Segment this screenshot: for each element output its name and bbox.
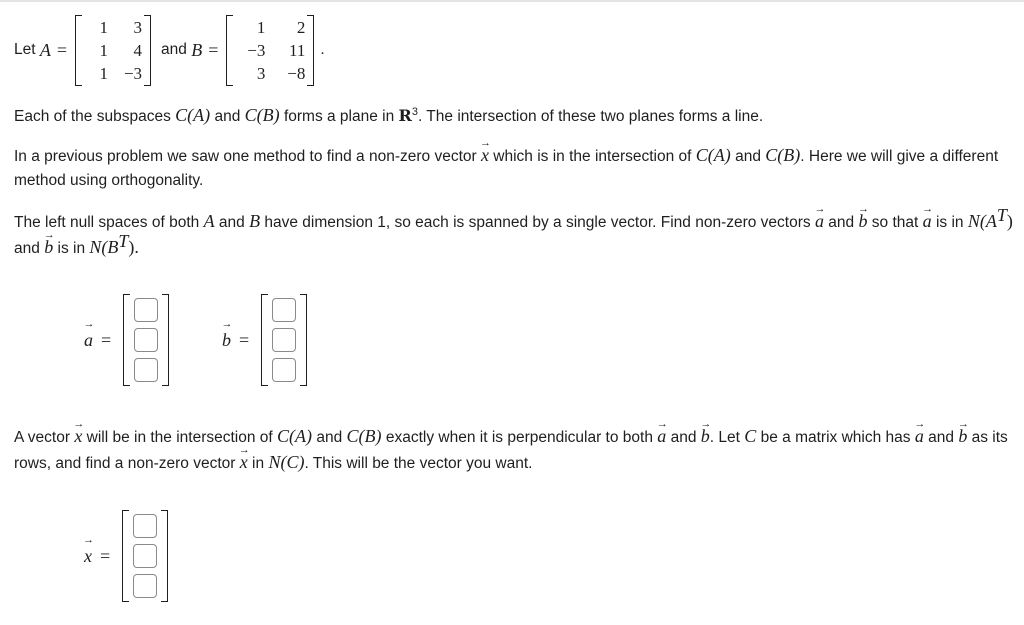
text: The left null spaces of both: [14, 214, 200, 231]
text: . Here we will give a different method using orthogonality.: [14, 148, 999, 189]
text: and: [828, 214, 855, 231]
vector-a: a →: [923, 209, 932, 233]
let-label: Let: [14, 41, 36, 58]
matrix-b-symbol: B: [249, 211, 261, 231]
column-space-a: C(A): [277, 426, 313, 446]
text: . Let: [709, 429, 740, 446]
column-space-a: C(A): [695, 145, 731, 165]
equals-sign: =: [101, 329, 112, 350]
equals-sign: =: [56, 39, 68, 60]
matrix-a-cell: 1: [99, 17, 109, 37]
null-space-c: N(C): [268, 452, 305, 472]
matrix-a-cell: 1: [99, 63, 109, 83]
column-space-a: C(A): [175, 105, 211, 125]
answer-a-row: [84, 276, 169, 404]
vector-a: a →: [915, 424, 924, 448]
text: Each of the subspaces: [14, 108, 171, 125]
matrix-c-symbol: C: [744, 426, 757, 446]
vector-a: a →: [657, 424, 666, 448]
vector-a-entry-3[interactable]: [134, 358, 158, 382]
matrix-a: [75, 17, 151, 84]
vector-x-input-matrix: [122, 510, 168, 602]
paragraph-previous-method: [14, 143, 1014, 193]
vector-x: x →: [74, 424, 82, 448]
vector-b-entry-2[interactable]: [272, 328, 296, 352]
vector-b: b →: [701, 424, 710, 448]
matrix-b-cell: −8: [287, 63, 306, 83]
equals-sign: =: [100, 545, 111, 566]
matrix-b-cell: 1: [256, 17, 266, 37]
transpose-symbol: T: [996, 204, 1007, 225]
text: and: [316, 429, 343, 446]
paren: ).: [128, 237, 139, 257]
matrix-a-symbol: A: [203, 211, 215, 231]
text: and: [735, 148, 761, 165]
text: will be in the intersection of: [86, 429, 273, 446]
paragraph-perpendicular: [14, 424, 1014, 476]
top-divider: [0, 0, 1024, 2]
answer-b-row: [222, 276, 307, 404]
vector-b-entry-3[interactable]: [272, 358, 296, 382]
vector-a-entry-1[interactable]: [134, 298, 158, 322]
matrix-a-cell: 1: [99, 40, 109, 60]
real-space-symbol: R: [398, 106, 412, 125]
column-space-b: C(B): [346, 426, 382, 446]
text: and: [928, 429, 954, 446]
text: . The intersection of these two planes forms a line.: [417, 108, 764, 125]
null-space-b-transpose: N(B: [89, 237, 119, 257]
transpose-symbol: T: [118, 230, 129, 251]
vector-b: b →: [958, 424, 967, 448]
paragraph-left-null-spaces: [14, 204, 1014, 261]
text: forms a plane in: [283, 108, 395, 125]
matrix-b: [226, 17, 314, 84]
vector-b-input-matrix: [261, 294, 307, 386]
equals-sign: =: [239, 329, 250, 350]
vector-a-label: a →: [84, 330, 93, 351]
period: .: [320, 41, 325, 58]
text: is in: [935, 214, 964, 231]
matrix-a-cell: −3: [123, 63, 143, 83]
text: so that: [871, 214, 919, 231]
equals-sign: =: [208, 39, 219, 60]
vector-a: a →: [815, 209, 824, 233]
matrix-b-symbol: B: [191, 39, 203, 60]
vector-a-input-matrix: [123, 294, 169, 386]
matrix-a-cell: 3: [133, 17, 143, 37]
text: have dimension 1, so each is spanned by a single vector. Find non-zero vectors: [264, 214, 811, 231]
vector-x-entry-1[interactable]: [133, 514, 157, 538]
text: . This will be the vector you want.: [304, 455, 533, 472]
text: which is in the intersection of: [493, 148, 692, 165]
matrix-b-cell: 2: [296, 17, 306, 37]
matrix-b-cell: 3: [256, 63, 266, 83]
paragraph-planes: [14, 103, 1014, 129]
paren: ): [1006, 211, 1013, 231]
text: exactly when it is perpendicular to both: [385, 429, 653, 446]
vector-b: b →: [44, 235, 53, 259]
text: In a previous problem we saw one method to find a non-zero vector: [14, 148, 477, 165]
intro-line: [14, 12, 325, 88]
text: in: [252, 455, 265, 472]
column-space-b: C(B): [765, 145, 801, 165]
text: and: [218, 214, 245, 231]
text: and: [214, 108, 241, 125]
vector-x-label: x →: [84, 546, 92, 567]
text: is in: [57, 240, 86, 257]
matrix-a-cell: 4: [133, 40, 143, 60]
column-space-b: C(B): [244, 105, 280, 125]
text: as its rows, and find a non-zero vector: [14, 429, 1008, 472]
vector-b-entry-1[interactable]: [272, 298, 296, 322]
matrix-b-cell: −3: [247, 40, 266, 60]
vector-x-entry-3[interactable]: [133, 574, 157, 598]
vector-x: x →: [481, 143, 489, 167]
text: be a matrix which has: [760, 429, 911, 446]
text: A vector: [14, 429, 70, 446]
vector-b: b →: [858, 209, 867, 233]
matrix-b-cell: 11: [289, 40, 306, 60]
answer-x-row: [84, 492, 168, 620]
matrix-a-symbol: A: [39, 39, 51, 60]
vector-x-entry-2[interactable]: [133, 544, 157, 568]
and-label: and: [161, 41, 187, 58]
vector-a-entry-2[interactable]: [134, 328, 158, 352]
text: and: [670, 429, 697, 446]
null-space-a-transpose: N(A: [967, 211, 997, 231]
vector-x: x →: [240, 450, 248, 474]
text: and: [14, 240, 40, 257]
vector-b-label: b →: [222, 330, 231, 351]
exponent: 3: [411, 105, 418, 118]
